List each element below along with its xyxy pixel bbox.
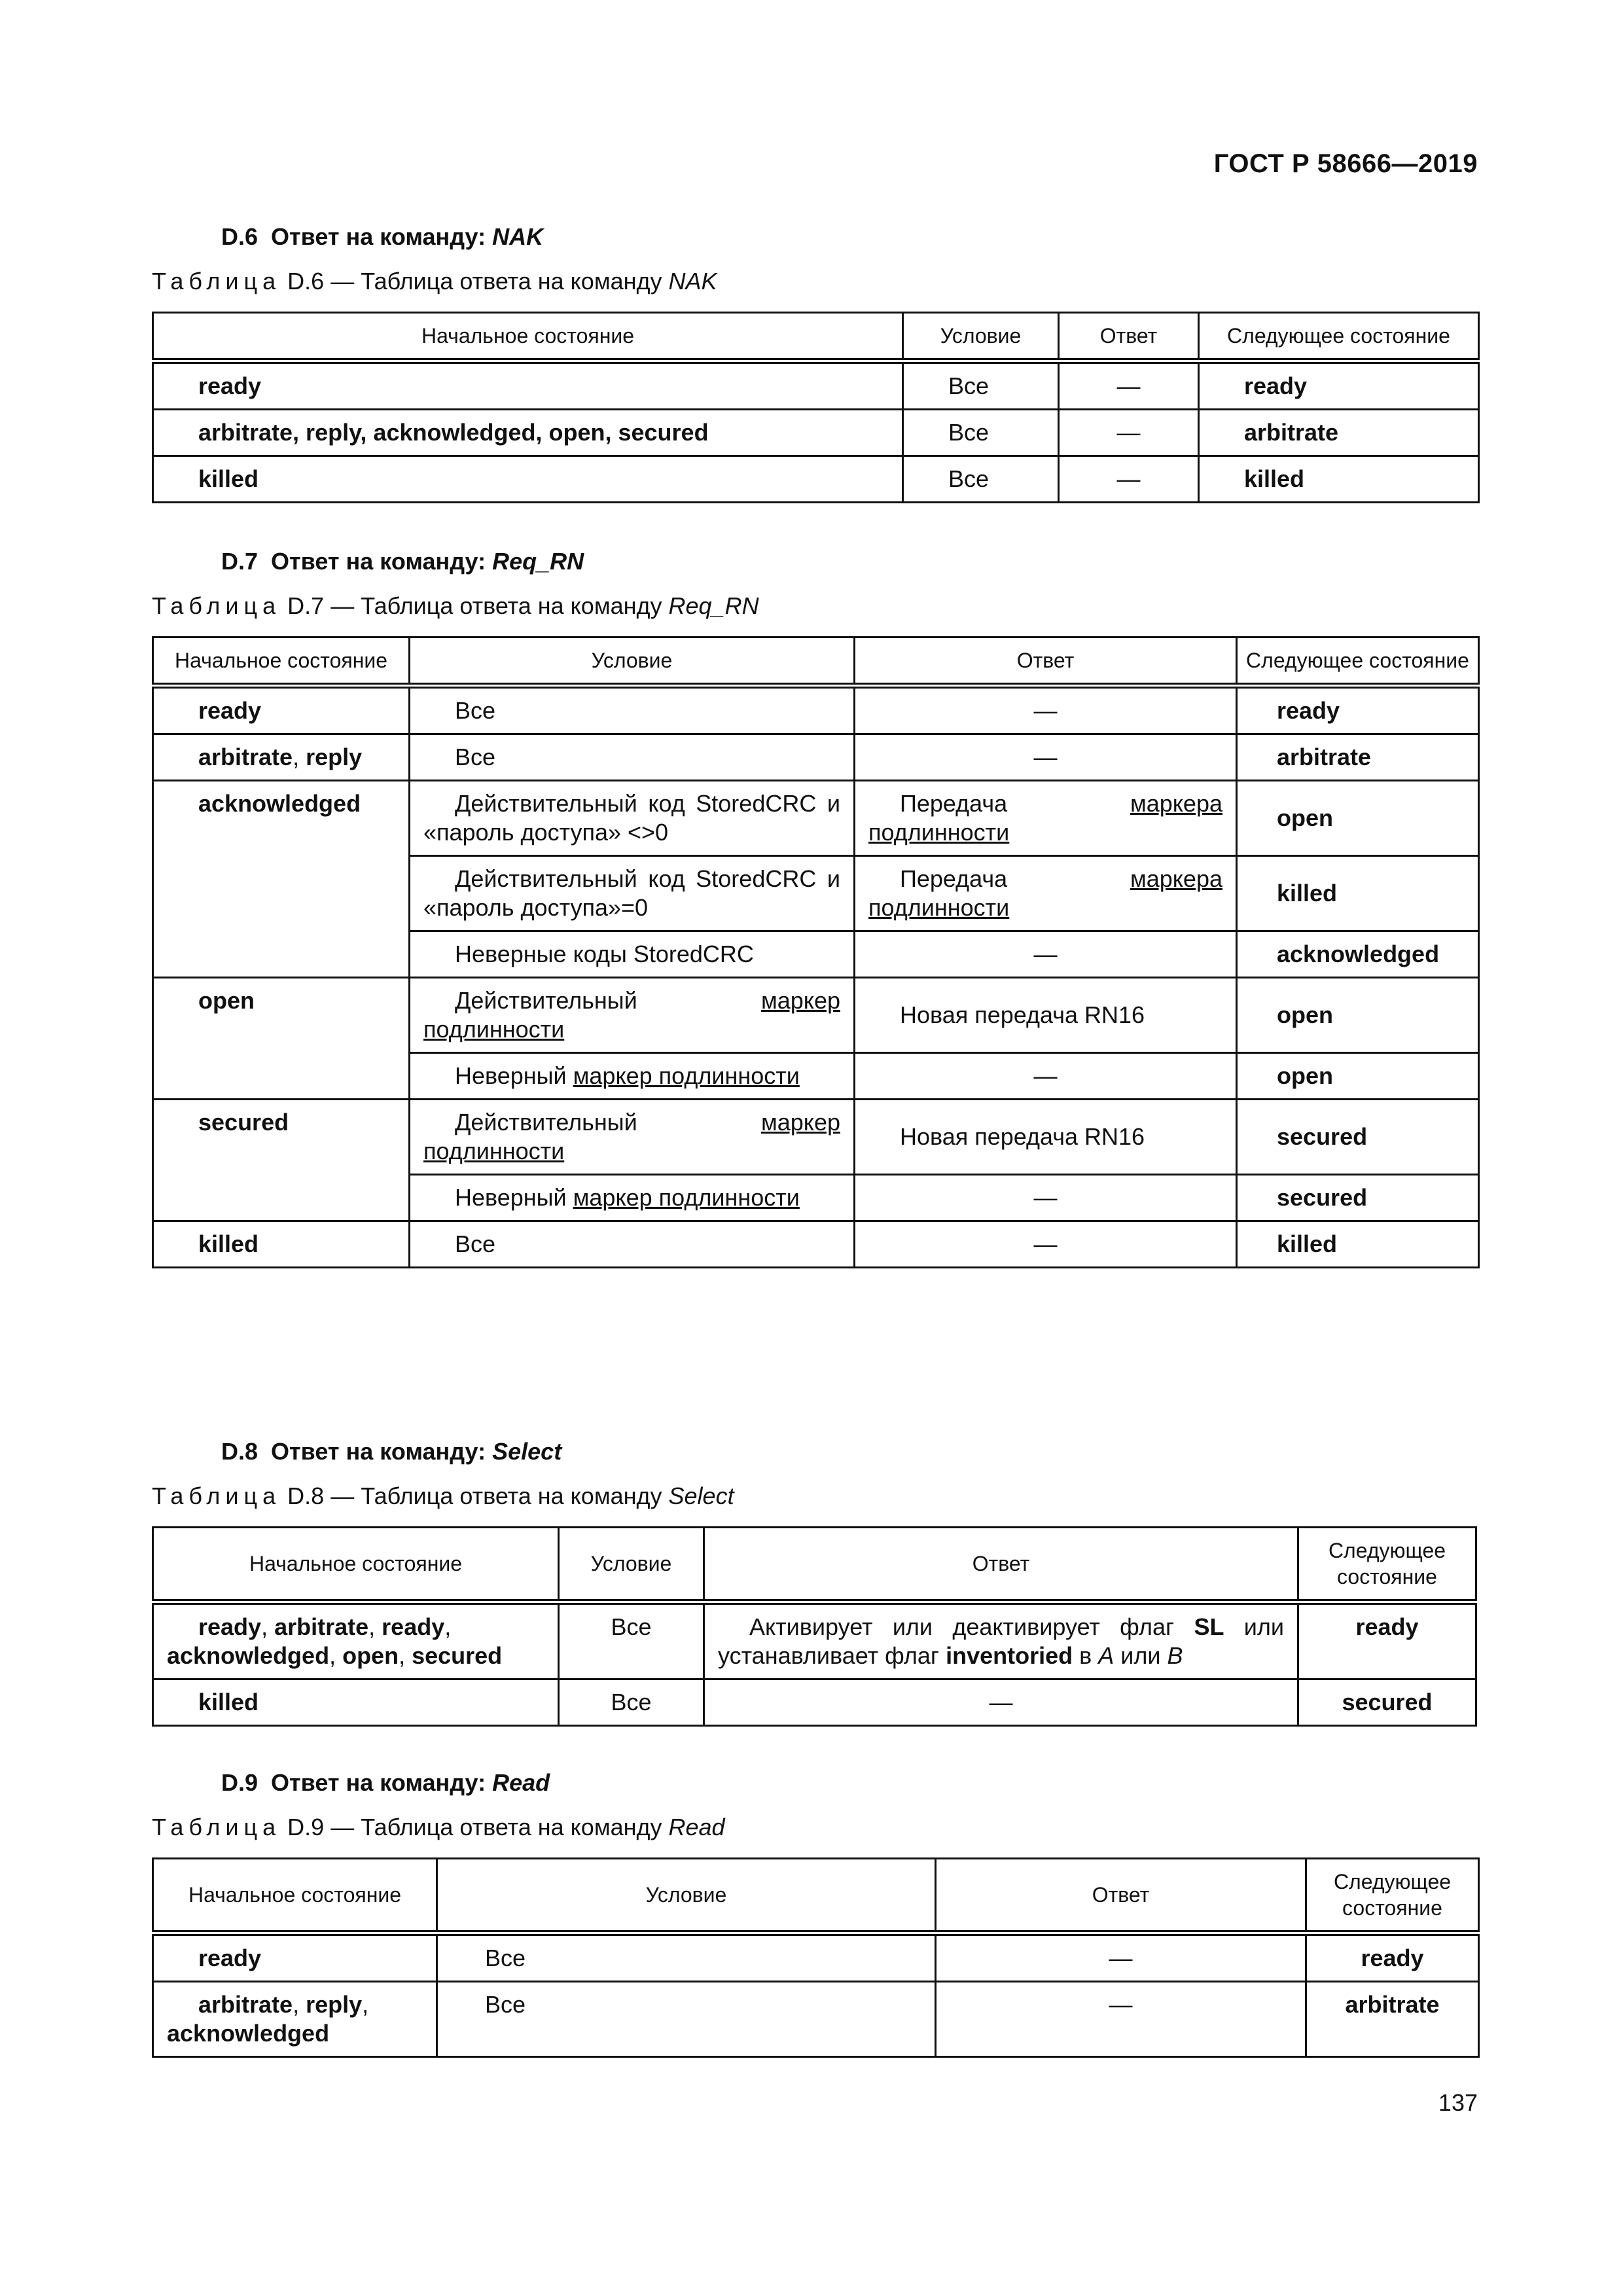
table-row: Неверный маркер подлинности — open (153, 1053, 1479, 1100)
col-header: Начальное состояние (153, 313, 903, 361)
section-d8 (152, 1437, 1478, 1727)
section-d6 (152, 223, 1478, 503)
table-row: arbitrate, reply Все — arbitrate (153, 734, 1479, 781)
section-heading: D.8 Ответ на команду: Select (221, 1438, 562, 1465)
table-row: Неверный маркер подлинности — secured (153, 1175, 1479, 1221)
section-heading: D.9 Ответ на команду: Read (221, 1769, 550, 1796)
section-heading: D.7 Ответ на команду: Req_RN (221, 548, 584, 575)
col-header: Условие (903, 313, 1059, 361)
document-header: ГОСТ Р 58666—2019 (1213, 149, 1478, 178)
table-row: ready Все — ready (153, 686, 1479, 734)
col-header: Следующее состояние (1298, 1528, 1476, 1602)
col-header: Условие (410, 637, 855, 686)
table-d9 (152, 1857, 1480, 2058)
table-d7 (152, 636, 1480, 1268)
col-header: Ответ (1059, 313, 1199, 361)
col-header: Ответ (936, 1859, 1306, 1933)
table-row: Действительный код StoredCRC и «пароль доступа»=0 Передача маркера подлинности killed (153, 856, 1479, 931)
col-header: Следующее состояние (1199, 313, 1479, 361)
col-header: Условие (559, 1528, 704, 1602)
table-row: killed Все — killed (153, 1221, 1479, 1268)
table-row: acknowledged Действительный код StoredCRC и «пароль доступа» <>0 Передача маркера подлинности open (153, 781, 1479, 856)
table-row: killed Все — killed (153, 456, 1479, 503)
table-row: arbitrate, reply, acknowledged Все — arbitrate (153, 1982, 1479, 2057)
table-caption: Таблица D.9 — Таблица ответа на команду Read (152, 1814, 725, 1840)
table-row: open Действительный маркер подлинности Новая передача RN16 open (153, 978, 1479, 1053)
col-header: Начальное состояние (153, 1528, 559, 1602)
table-row: arbitrate, reply, acknowledged, open, secured Все — arbitrate (153, 410, 1479, 456)
table-caption: Таблица D.6 — Таблица ответа на команду NAK (152, 268, 717, 295)
table-row: secured Действительный маркер подлинности Новая передача RN16 secured (153, 1100, 1479, 1175)
table-d6 (152, 312, 1480, 503)
col-header: Начальное состояние (153, 1859, 437, 1933)
table-caption: Таблица D.7 — Таблица ответа на команду Req_RN (152, 592, 759, 619)
section-d7 (152, 547, 1478, 1268)
table-caption: Таблица D.8 — Таблица ответа на команду Select (152, 1482, 734, 1509)
col-header: Следующее состояние (1306, 1859, 1479, 1933)
col-header: Начальное состояние (153, 637, 410, 686)
col-header: Ответ (704, 1528, 1298, 1602)
col-header: Условие (437, 1859, 936, 1933)
col-header: Следующее состояние (1237, 637, 1479, 686)
table-row: ready Все — ready (153, 1933, 1479, 1982)
table-row: ready, arbitrate, ready, acknowledged, open, secured Все Активирует или деактивирует флаг SL или устанавливает флаг inventoried в A или B ready (153, 1602, 1476, 1679)
table-d8 (152, 1526, 1477, 1727)
col-header: Ответ (855, 637, 1237, 686)
section-d9 (152, 1768, 1478, 2058)
table-row: killed Все — secured (153, 1679, 1476, 1726)
table-row: Неверные коды StoredCRC — acknowledged (153, 931, 1479, 978)
page-number: 137 (1438, 2089, 1478, 2116)
section-heading: D.6 Ответ на команду: NAK (221, 223, 544, 250)
table-row: ready Все — ready (153, 361, 1479, 410)
